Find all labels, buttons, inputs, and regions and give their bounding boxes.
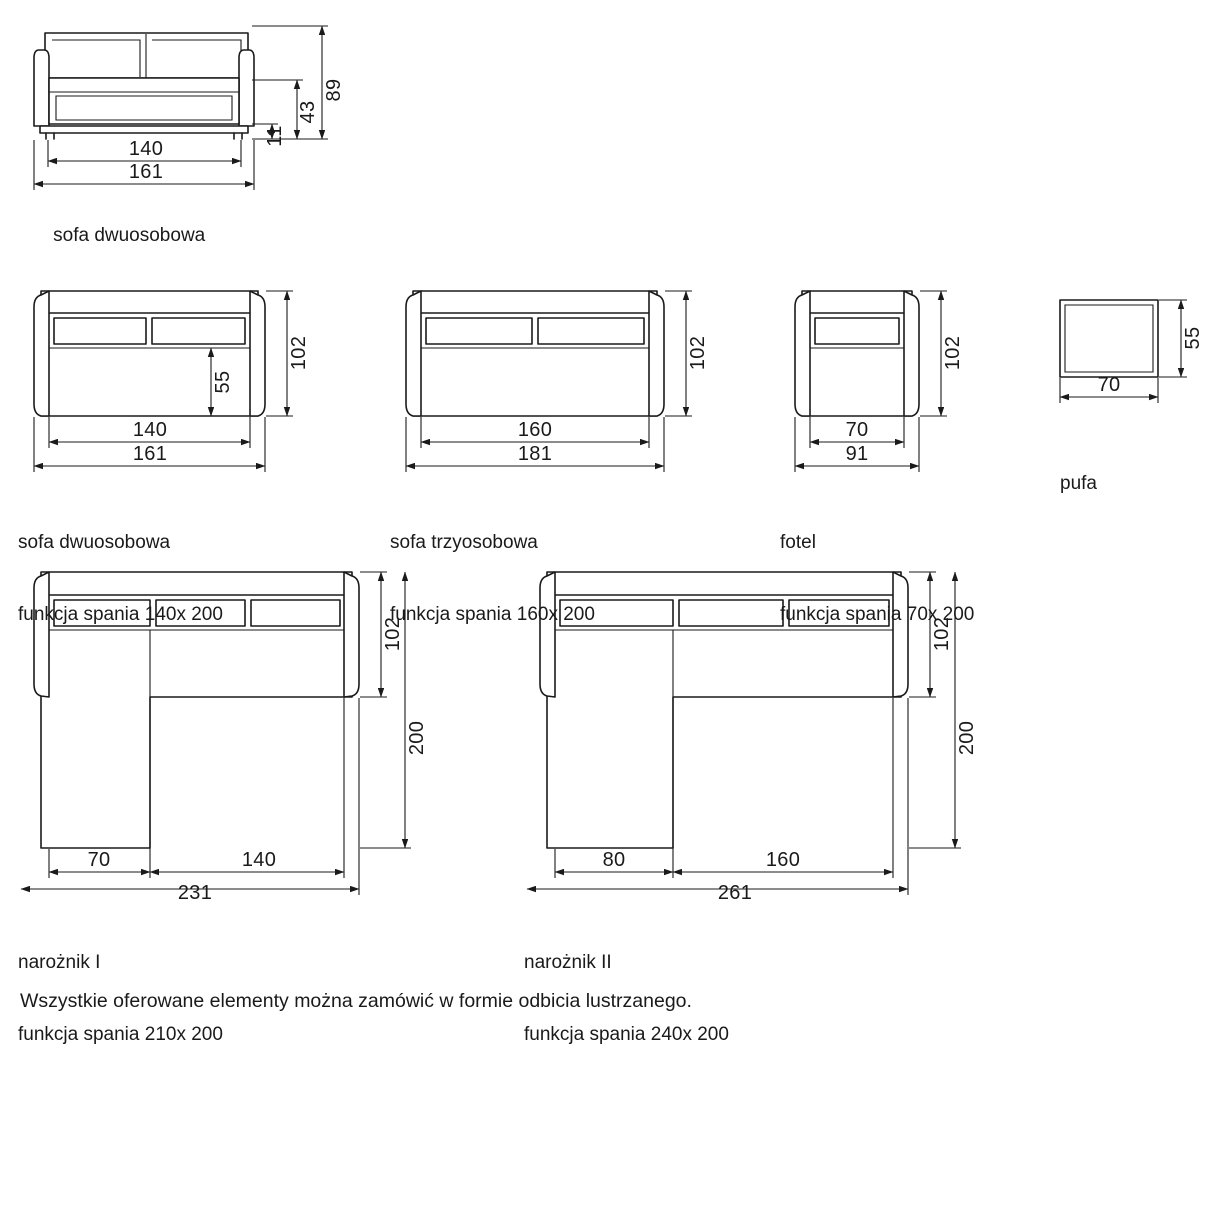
dim-label-11: 11 xyxy=(264,125,286,147)
caption-line: funkcja spania 140x 200 xyxy=(18,604,223,625)
caption-sofa-3-top xyxy=(390,483,595,675)
caption-line: funkcja spania 210x 200 xyxy=(18,1024,223,1045)
caption-line: funkcja spania 160x 200 xyxy=(390,604,595,625)
dim-label-161: 161 xyxy=(128,161,164,183)
dim-label-70-nar1: 70 xyxy=(87,849,111,871)
dim-label-55-pufa: 55 xyxy=(1182,326,1204,350)
dim-label-89: 89 xyxy=(323,78,345,102)
dim-label-261-nar2: 261 xyxy=(717,882,753,904)
dim-label-102-nar1: 102 xyxy=(382,616,404,652)
caption-pufa xyxy=(1060,424,1097,544)
sofa-2-front-drawing xyxy=(34,26,345,190)
dim-label-102-fotel: 102 xyxy=(942,335,964,371)
dim-label-102-sofa3: 102 xyxy=(687,335,709,371)
pufa-top-drawing xyxy=(1060,300,1204,403)
dim-label-200-nar2: 200 xyxy=(956,720,978,756)
dim-label-181-sofa3: 181 xyxy=(517,443,553,465)
caption-line: sofa trzyosobowa xyxy=(390,532,538,553)
sofa-2-top-drawing xyxy=(34,291,310,472)
caption-line: sofa dwuosobowa xyxy=(18,532,171,553)
sofa-3-top-drawing xyxy=(406,291,709,472)
caption-line: sofa dwuosobowa xyxy=(53,225,206,246)
caption-fotel xyxy=(780,483,974,675)
fotel-top-drawing xyxy=(795,291,964,472)
dim-label-70-pufa: 70 xyxy=(1097,374,1121,396)
caption-line: funkcja spania 240x 200 xyxy=(524,1024,729,1045)
dim-label-55-sofa2: 55 xyxy=(212,370,234,394)
dim-label-140: 140 xyxy=(128,138,164,160)
caption-line: narożnik I xyxy=(18,952,101,973)
dim-label-140-sofa2: 140 xyxy=(132,419,168,441)
dim-label-102-nar2: 102 xyxy=(931,616,953,652)
dim-label-161-sofa2: 161 xyxy=(132,443,168,465)
dim-label-91-fotel: 91 xyxy=(845,443,869,465)
dim-label-140-nar1: 140 xyxy=(241,849,277,871)
footnote-text: Wszystkie oferowane elementy można zamówić w formie odbicia lustrzanego. xyxy=(20,990,692,1012)
caption-line: funkcja spania 70x 200 xyxy=(780,604,975,625)
dim-label-160-nar2: 160 xyxy=(765,849,801,871)
dim-label-102-sofa2: 102 xyxy=(288,335,310,371)
dim-label-160-sofa3: 160 xyxy=(517,419,553,441)
dim-label-231-nar1: 231 xyxy=(177,882,213,904)
dim-label-70-fotel: 70 xyxy=(845,419,869,441)
dim-label-80-nar2: 80 xyxy=(602,849,626,871)
dim-label-200-nar1: 200 xyxy=(406,720,428,756)
caption-sofa-2-front xyxy=(32,200,205,272)
caption-line: pufa xyxy=(1060,473,1097,494)
dim-label-43: 43 xyxy=(297,100,319,124)
caption-line: fotel xyxy=(780,532,816,553)
caption-line: narożnik II xyxy=(524,952,612,973)
caption-sofa-2-top xyxy=(18,483,223,675)
